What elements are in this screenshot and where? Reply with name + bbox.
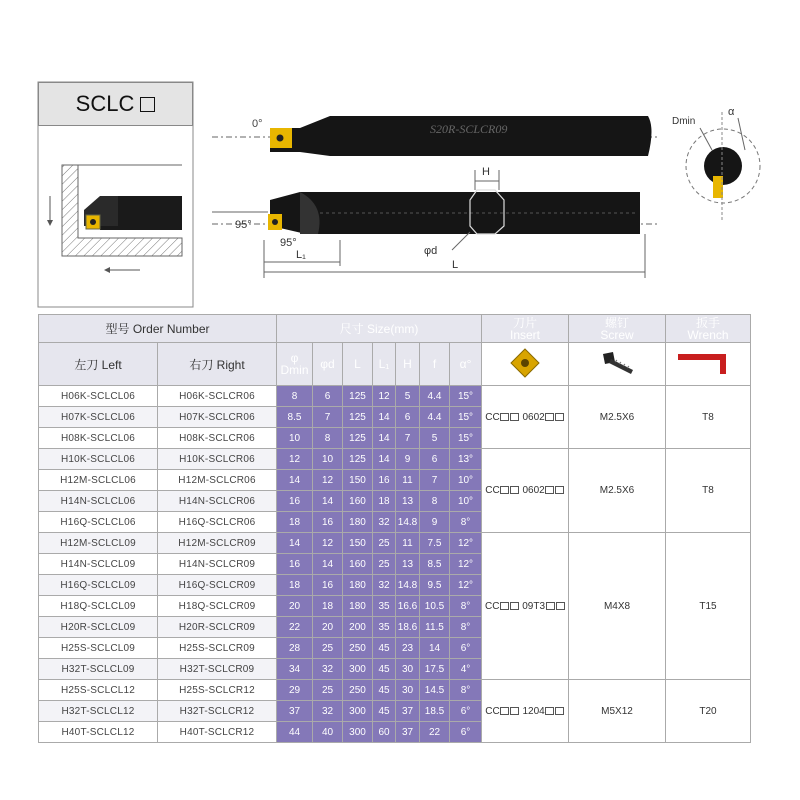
header-h: H [396,343,420,386]
size-cell: 25 [373,533,396,554]
left-code-cell: H32T-SCLCL09 [39,659,158,680]
size-cell: 8 [313,428,343,449]
size-cell: 300 [343,659,373,680]
header-f: f [420,343,450,386]
placeholder-box-icon [510,486,519,494]
size-cell: 9.5 [420,575,450,596]
size-cell: 16 [313,512,343,533]
size-cell: 6° [450,638,482,659]
size-cell: 150 [343,533,373,554]
label-95-bottom: 95° [280,237,297,249]
size-cell: 14 [420,638,450,659]
label-phi-d: φd [424,245,438,257]
size-cell: 180 [343,596,373,617]
header-order-number: 型号 Order Number [39,315,277,343]
size-cell: 18 [373,491,396,512]
label-alpha: α [728,106,735,118]
size-cell: 18 [313,596,343,617]
placeholder-box-icon [556,602,565,610]
right-code-cell: H14N-SCLCR06 [158,491,277,512]
right-code-cell: H32T-SCLCR12 [158,701,277,722]
placeholder-box-icon [500,707,509,715]
label-0deg: 0° [252,118,263,130]
size-cell: 15° [450,386,482,407]
left-code-cell: H32T-SCLCL12 [39,701,158,722]
wrench-cell: T8 [666,386,751,449]
right-code-cell: H20R-SCLCR09 [158,617,277,638]
size-cell: 14 [373,449,396,470]
table-row [39,533,751,554]
left-code-cell: H07K-SCLCL06 [39,407,158,428]
size-cell: 14.8 [396,575,420,596]
screw-icon [597,350,637,376]
size-cell: 8.5 [277,407,313,428]
placeholder-box-icon [510,707,519,715]
size-cell: 13 [396,554,420,575]
size-cell: 18 [277,512,313,533]
placeholder-box-icon [500,602,509,610]
size-cell: 10 [277,428,313,449]
size-cell: 6 [313,386,343,407]
right-code-cell: H25S-SCLCR09 [158,638,277,659]
size-cell: 10° [450,470,482,491]
screw-image [569,343,666,386]
insert-code-cell: CC 1204 [482,680,569,743]
spec-table [38,314,751,743]
size-cell: 8.5 [420,554,450,575]
size-cell: 9 [396,449,420,470]
wrench-cell: T20 [666,680,751,743]
size-cell: 15° [450,428,482,449]
size-cell: 6° [450,722,482,743]
label-dmin: Dmin [672,116,696,127]
table-row [39,449,751,470]
screw-bottom-icon [272,219,278,225]
size-cell: 14.5 [420,680,450,701]
placeholder-box-icon [546,602,555,610]
size-cell: 13° [450,449,482,470]
size-cell: 9 [420,512,450,533]
size-cell: 11 [396,470,420,491]
size-cell: 10° [450,491,482,512]
size-cell: 20 [313,617,343,638]
size-cell: 37 [396,722,420,743]
insert-image [482,343,569,386]
wrench-cell: T15 [666,533,751,680]
size-cell: 12 [313,470,343,491]
right-code-cell: H12M-SCLCR09 [158,533,277,554]
left-code-cell: H14N-SCLCL06 [39,491,158,512]
size-cell: 32 [373,512,396,533]
size-cell: 22 [420,722,450,743]
placeholder-box-icon [555,413,564,421]
size-cell: 35 [373,617,396,638]
size-cell: 8 [277,386,313,407]
size-cell: 16 [277,554,313,575]
right-code-cell: H07K-SCLCR06 [158,407,277,428]
screw-cell: M2.5X6 [569,386,666,449]
size-cell: 32 [373,575,396,596]
label-95-left: 95° [235,219,252,231]
size-cell: 160 [343,491,373,512]
placeholder-box-icon [555,707,564,715]
wrench-image [666,343,751,386]
right-code-cell: H08K-SCLCR06 [158,428,277,449]
size-cell: 18.5 [420,701,450,722]
size-cell: 37 [277,701,313,722]
size-cell: 32 [313,701,343,722]
header-insert: 刀片 Insert [482,315,569,343]
size-cell: 45 [373,701,396,722]
alpha-line [738,118,745,150]
wrench-cell: T8 [666,449,751,533]
size-cell: 7 [313,407,343,428]
header-wrench: 扳手 Wrench [666,315,751,343]
size-cell: 18.6 [396,617,420,638]
left-code-cell: H06K-SCLCL06 [39,386,158,407]
placeholder-box-icon [545,413,554,421]
size-cell: 14 [373,407,396,428]
header-right: 右刀 Right [158,343,277,386]
size-cell: 8° [450,596,482,617]
size-cell: 7.5 [420,533,450,554]
header-alpha: α° [450,343,482,386]
size-cell: 4.4 [420,407,450,428]
size-cell: 12° [450,533,482,554]
size-cell: 160 [343,554,373,575]
insert-code-cell: CC 09T3 [482,533,569,680]
insert-code-cell: CC 0602 [482,386,569,449]
size-cell: 8 [420,491,450,512]
bar-engraving: S20R-SCLCR09 [430,122,508,136]
header-l: L [343,343,373,386]
size-cell: 300 [343,722,373,743]
size-cell: 14 [277,533,313,554]
size-cell: 45 [373,659,396,680]
size-cell: 45 [373,638,396,659]
left-code-cell: H12M-SCLCL06 [39,470,158,491]
right-code-cell: H40T-SCLCR12 [158,722,277,743]
size-cell: 18 [277,575,313,596]
label-h: H [482,166,490,178]
screw-top-icon [277,135,284,142]
size-cell: 14.8 [396,512,420,533]
size-cell: 4.4 [420,386,450,407]
left-code-cell: H25S-SCLCL12 [39,680,158,701]
header-dmin: φ Dmin [277,343,313,386]
header-size: 尺寸 Size(mm) [277,315,482,343]
size-cell: 150 [343,470,373,491]
size-cell: 25 [313,680,343,701]
size-cell: 16 [373,470,396,491]
left-code-cell: H20R-SCLCL09 [39,617,158,638]
left-code-cell: H12M-SCLCL09 [39,533,158,554]
placeholder-box-icon [545,707,554,715]
tool-diagram [0,0,800,312]
size-cell: 16 [277,491,313,512]
size-cell: 11.5 [420,617,450,638]
size-cell: 20 [277,596,313,617]
size-cell: 12 [313,533,343,554]
left-code-cell: H25S-SCLCL09 [39,638,158,659]
size-cell: 25 [313,638,343,659]
left-code-cell: H16Q-SCLCL06 [39,512,158,533]
size-cell: 22 [277,617,313,638]
insert-icon [509,347,541,379]
right-code-cell: H25S-SCLCR12 [158,680,277,701]
left-code-cell: H10K-SCLCL06 [39,449,158,470]
size-cell: 125 [343,428,373,449]
phi-d-leader [452,232,470,250]
size-cell: 30 [396,659,420,680]
size-cell: 8° [450,512,482,533]
size-cell: 250 [343,680,373,701]
size-cell: 4° [450,659,482,680]
size-cell: 200 [343,617,373,638]
size-cell: 29 [277,680,313,701]
placeholder-box-icon [500,413,509,421]
table-row [39,386,751,407]
table-row [39,680,751,701]
size-cell: 14 [313,554,343,575]
size-cell: 12 [373,386,396,407]
placeholder-box-icon [545,486,554,494]
size-cell: 37 [396,701,420,722]
size-cell: 125 [343,407,373,428]
product-code-label [38,82,193,126]
size-cell: 8° [450,617,482,638]
size-cell: 8° [450,680,482,701]
size-cell: 10.5 [420,596,450,617]
size-cell: 14 [313,491,343,512]
size-cell: 14 [373,428,396,449]
size-cell: 13 [396,491,420,512]
label-l: L [452,259,459,271]
right-code-cell: H16Q-SCLCR06 [158,512,277,533]
size-cell: 25 [373,554,396,575]
right-code-cell: H12M-SCLCR06 [158,470,277,491]
right-code-cell: H14N-SCLCR09 [158,554,277,575]
header-phi-d: φd [313,343,343,386]
left-code-cell: H08K-SCLCL06 [39,428,158,449]
size-cell: 17.5 [420,659,450,680]
size-cell: 23 [396,638,420,659]
header-screw: 螺钉 Screw [569,315,666,343]
size-cell: 12° [450,554,482,575]
screw-cell: M4X8 [569,533,666,680]
size-cell: 45 [373,680,396,701]
size-cell: 125 [343,386,373,407]
screw-cell: M2.5X6 [569,449,666,533]
size-cell: 7 [396,428,420,449]
size-cell: 300 [343,701,373,722]
size-cell: 16 [313,575,343,596]
placeholder-box-icon [510,602,519,610]
size-cell: 40 [313,722,343,743]
size-cell: 16.6 [396,596,420,617]
label-l1: L₁ [296,249,306,261]
left-code-cell: H14N-SCLCL09 [39,554,158,575]
size-cell: 11 [396,533,420,554]
size-cell: 6 [396,407,420,428]
size-cell: 180 [343,512,373,533]
size-cell: 60 [373,722,396,743]
size-cell: 5 [420,428,450,449]
wrench-icon [676,350,740,376]
size-cell: 44 [277,722,313,743]
header-l1: L₁ [373,343,396,386]
size-cell: 34 [277,659,313,680]
size-cell: 14 [277,470,313,491]
placeholder-box-icon [500,486,509,494]
size-cell: 32 [313,659,343,680]
inset-screw-icon [90,219,96,225]
size-cell: 6° [450,701,482,722]
size-cell: 7 [420,470,450,491]
screw-cell: M5X12 [569,680,666,743]
left-code-cell: H16Q-SCLCL09 [39,575,158,596]
right-code-cell: H18Q-SCLCR09 [158,596,277,617]
product-code: SCLC [75,91,135,116]
insert-code-cell: CC 0602 [482,449,569,533]
size-cell: 15° [450,407,482,428]
placeholder-box-icon [510,413,519,421]
size-cell: 28 [277,638,313,659]
header-left: 左刀 Left [39,343,158,386]
left-code-cell: H18Q-SCLCL09 [39,596,158,617]
placeholder-square-icon [140,97,155,112]
right-code-cell: H10K-SCLCR06 [158,449,277,470]
size-cell: 35 [373,596,396,617]
size-cell: 12° [450,575,482,596]
right-code-cell: H16Q-SCLCR09 [158,575,277,596]
size-cell: 30 [396,680,420,701]
right-code-cell: H06K-SCLCR06 [158,386,277,407]
size-cell: 250 [343,638,373,659]
right-code-cell: H32T-SCLCR09 [158,659,277,680]
size-cell: 125 [343,449,373,470]
placeholder-box-icon [555,486,564,494]
size-cell: 5 [396,386,420,407]
left-code-cell: H40T-SCLCL12 [39,722,158,743]
size-cell: 10 [313,449,343,470]
size-cell: 12 [277,449,313,470]
size-cell: 180 [343,575,373,596]
size-cell: 6 [420,449,450,470]
